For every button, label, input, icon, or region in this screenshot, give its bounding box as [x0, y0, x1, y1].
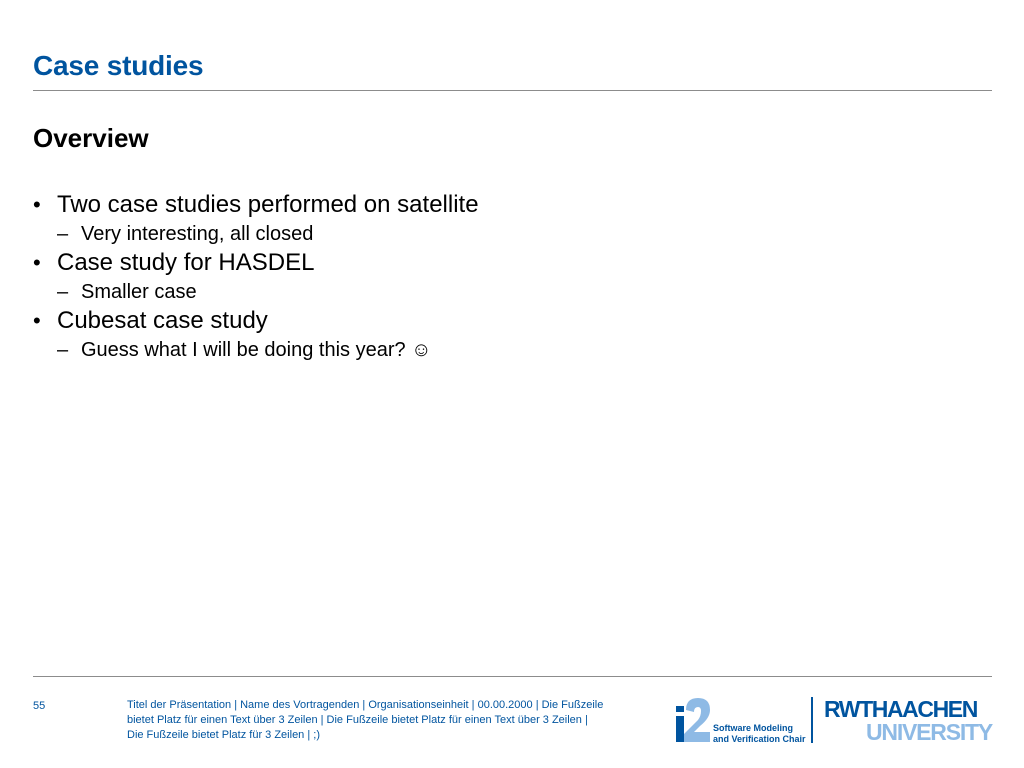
bullet-line	[33, 190, 479, 220]
bullet-text: Cubesat case study	[57, 307, 268, 334]
slide-subtitle: Overview	[33, 123, 149, 153]
footer-text: Titel der Präsentation | Name des Vortragenden | Organisationseinheit | 00.00.2000 | Die Fußzeile bietet Platz für einen Text über 3 Zeilen | Die Fußzeile bietet Platz für einen Text über 3 Zeilen | Die Fußzeile bietet Platz für 3 Zeilen | ;)	[127, 699, 604, 741]
sub-bullet-marker: –	[57, 339, 69, 361]
bullet-text: Case study for HASDEL	[57, 249, 315, 276]
bullet-item	[33, 248, 479, 306]
sub-bullet-text: Very interesting, all closed	[81, 223, 314, 245]
bullet-marker: •	[33, 192, 41, 217]
sub-bullet-line	[33, 278, 479, 306]
bullet-text: Two case studies performed on satellite	[57, 191, 479, 218]
bullet-line	[33, 306, 479, 336]
bullet-marker: •	[33, 308, 41, 333]
bullet-item	[33, 306, 479, 364]
rwth-logo-line2: UNIVERSITY	[866, 719, 993, 745]
footer-divider	[33, 676, 992, 677]
sub-bullet-marker: –	[57, 223, 69, 245]
bullet-marker: •	[33, 250, 41, 275]
sub-bullet-marker: –	[57, 281, 69, 303]
sub-bullet-text: Guess what I will be doing this year? ☺	[81, 339, 432, 361]
rwth-logo-line1: RWTHAACHEN	[824, 696, 977, 722]
i2-caption-line1: Software Modeling	[713, 723, 794, 733]
i2-chair-caption	[713, 723, 806, 745]
sub-bullet-text: Smaller case	[81, 281, 197, 303]
bullet-list	[33, 190, 479, 364]
page-number: 55	[33, 700, 46, 712]
bullet-line	[33, 248, 479, 278]
sub-bullet-line	[33, 220, 479, 248]
title-divider	[33, 90, 992, 91]
logo-divider	[811, 697, 813, 743]
slide-title: Case studies	[33, 50, 204, 81]
i2-caption-line2: and Verification Chair	[713, 734, 806, 744]
bullet-item	[33, 190, 479, 248]
sub-bullet-line	[33, 336, 479, 364]
